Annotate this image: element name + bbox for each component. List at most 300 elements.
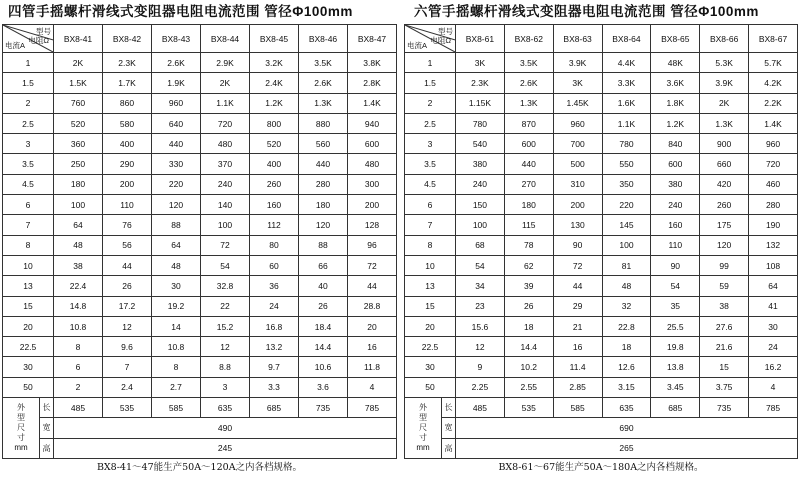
resistance-cell: 13.8 — [651, 357, 700, 377]
resistance-cell: 120 — [152, 195, 201, 215]
table-row — [405, 73, 798, 93]
resistance-cell: 640 — [152, 113, 201, 133]
dimension-row-length — [3, 398, 397, 418]
resistance-cell: 3.2K — [250, 53, 299, 73]
resistance-cell: 2.55 — [504, 377, 553, 397]
resistance-cell: 180 — [299, 195, 348, 215]
table-row — [3, 154, 397, 174]
resistance-cell: 72 — [201, 235, 250, 255]
resistance-cell: 15.2 — [201, 316, 250, 336]
length-cell: 485 — [54, 398, 103, 418]
resistance-cell: 24 — [749, 337, 798, 357]
model-header-cell: BX8-43 — [152, 25, 201, 53]
corner-current-label: 电流A — [407, 41, 428, 50]
resistance-cell: 100 — [602, 235, 651, 255]
dimension-row-length — [405, 398, 798, 418]
dimension-group-char: 尺 — [17, 422, 25, 432]
height-value: 245 — [54, 438, 397, 458]
length-cell: 785 — [348, 398, 397, 418]
resistance-cell: 2.7 — [152, 377, 201, 397]
resistance-cell: 520 — [54, 113, 103, 133]
table-row — [405, 316, 798, 336]
resistance-cell: 400 — [103, 134, 152, 154]
current-cell: 1.5 — [3, 73, 54, 93]
model-header-cell: BX8-47 — [348, 25, 397, 53]
resistance-cell: 900 — [700, 134, 749, 154]
resistance-cell: 120 — [700, 235, 749, 255]
resistance-cell: 3.45 — [651, 377, 700, 397]
resistance-cell: 3.75 — [700, 377, 749, 397]
resistance-cell: 870 — [504, 113, 553, 133]
resistance-cell: 3K — [456, 53, 505, 73]
current-cell: 1 — [3, 53, 54, 73]
resistance-cell: 8.8 — [201, 357, 250, 377]
current-cell: 3 — [3, 134, 54, 154]
resistance-cell: 72 — [348, 255, 397, 275]
current-cell: 1.5 — [405, 73, 456, 93]
resistance-cell: 180 — [54, 174, 103, 194]
table-row — [405, 337, 798, 357]
length-cell: 685 — [250, 398, 299, 418]
dimension-row-width — [405, 418, 798, 438]
resistance-cell: 370 — [201, 154, 250, 174]
model-header-cell: BX8-44 — [201, 25, 250, 53]
width-value: 490 — [54, 418, 397, 438]
resistance-cell: 110 — [651, 235, 700, 255]
model-header-cell: BX8-41 — [54, 25, 103, 53]
resistance-cell: 16.2 — [749, 357, 798, 377]
resistance-cell: 860 — [103, 93, 152, 113]
resistance-cell: 160 — [651, 215, 700, 235]
resistance-cell: 240 — [201, 174, 250, 194]
length-cell: 735 — [299, 398, 348, 418]
resistance-cell: 38 — [54, 255, 103, 275]
table-row — [3, 337, 397, 357]
resistance-cell: 16 — [348, 337, 397, 357]
table-row — [405, 154, 798, 174]
resistance-cell: 240 — [651, 195, 700, 215]
header-row — [405, 25, 798, 53]
resistance-cell: 440 — [152, 134, 201, 154]
resistance-cell: 28.8 — [348, 296, 397, 316]
model-header-cell: BX8-42 — [103, 25, 152, 53]
length-cell: 685 — [651, 398, 700, 418]
resistance-cell: 2 — [54, 377, 103, 397]
resistance-cell: 1.3K — [700, 113, 749, 133]
dimension-group-char: mm — [416, 442, 430, 452]
resistance-cell: 160 — [250, 195, 299, 215]
length-cell: 635 — [602, 398, 651, 418]
resistance-cell: 120 — [299, 215, 348, 235]
corner-model-label: 型号 — [438, 27, 453, 36]
resistance-cell: 280 — [749, 195, 798, 215]
resistance-cell: 21 — [553, 316, 602, 336]
resistance-cell: 200 — [103, 174, 152, 194]
dimension-group-char: 寸 — [17, 432, 25, 442]
current-cell: 20 — [405, 316, 456, 336]
resistance-cell: 19.2 — [152, 296, 201, 316]
corner-resistance-label: 电阻Ω — [430, 36, 451, 45]
resistance-cell: 1.3K — [504, 93, 553, 113]
current-cell: 6 — [405, 195, 456, 215]
resistance-cell: 145 — [602, 215, 651, 235]
resistance-cell: 175 — [700, 215, 749, 235]
current-cell: 8 — [405, 235, 456, 255]
resistance-cell: 310 — [553, 174, 602, 194]
resistance-cell: 62 — [504, 255, 553, 275]
current-cell: 8 — [3, 235, 54, 255]
resistance-cell: 940 — [348, 113, 397, 133]
resistance-cell: 560 — [299, 134, 348, 154]
resistance-cell: 19.8 — [651, 337, 700, 357]
corner-model-label: 型号 — [36, 27, 51, 36]
resistance-cell: 960 — [152, 93, 201, 113]
current-cell: 22.5 — [3, 337, 54, 357]
resistance-cell: 44 — [103, 255, 152, 275]
resistance-cell: 3.6 — [299, 377, 348, 397]
resistance-cell: 2K — [201, 73, 250, 93]
resistance-cell: 38 — [700, 296, 749, 316]
resistance-cell: 250 — [54, 154, 103, 174]
current-cell: 2.5 — [3, 113, 54, 133]
spec-table-body — [3, 25, 397, 459]
current-cell: 7 — [3, 215, 54, 235]
spec-table — [404, 24, 798, 459]
current-cell: 15 — [3, 296, 54, 316]
table-row — [3, 255, 397, 275]
resistance-cell: 16.8 — [250, 316, 299, 336]
header-corner-cell — [405, 25, 456, 53]
resistance-cell: 64 — [749, 276, 798, 296]
resistance-cell: 1.9K — [152, 73, 201, 93]
resistance-cell: 2.4 — [103, 377, 152, 397]
resistance-cell: 64 — [54, 215, 103, 235]
dimension-group-char: mm — [14, 442, 28, 452]
resistance-cell: 60 — [250, 255, 299, 275]
current-cell: 3.5 — [405, 154, 456, 174]
dimension-row-width — [3, 418, 397, 438]
current-cell: 4.5 — [405, 174, 456, 194]
resistance-cell: 550 — [602, 154, 651, 174]
header-row — [3, 25, 397, 53]
resistance-cell: 1.1K — [602, 113, 651, 133]
resistance-cell: 2K — [700, 93, 749, 113]
resistance-cell: 300 — [348, 174, 397, 194]
resistance-cell: 700 — [553, 134, 602, 154]
resistance-cell: 760 — [54, 93, 103, 113]
model-header-cell: BX8-64 — [602, 25, 651, 53]
table-row — [3, 377, 397, 397]
length-cell: 635 — [201, 398, 250, 418]
panel-title: 六管手摇螺杆滑线式变阻器电阻电流范围 管径Φ100mm — [414, 4, 759, 19]
dimension-group-label — [3, 398, 40, 459]
resistance-cell: 15.6 — [456, 316, 505, 336]
table-row — [3, 296, 397, 316]
resistance-cell: 600 — [348, 134, 397, 154]
current-cell: 20 — [3, 316, 54, 336]
resistance-cell: 36 — [250, 276, 299, 296]
resistance-cell: 2.6K — [504, 73, 553, 93]
resistance-cell: 130 — [553, 215, 602, 235]
resistance-cell: 1.15K — [456, 93, 505, 113]
resistance-cell: 960 — [749, 134, 798, 154]
resistance-cell: 220 — [602, 195, 651, 215]
resistance-cell: 180 — [504, 195, 553, 215]
current-cell: 22.5 — [405, 337, 456, 357]
panel-six-tube — [404, 0, 798, 477]
resistance-cell: 100 — [54, 195, 103, 215]
resistance-cell: 128 — [348, 215, 397, 235]
resistance-cell: 15 — [700, 357, 749, 377]
table-row — [3, 113, 397, 133]
resistance-cell: 21.6 — [700, 337, 749, 357]
resistance-cell: 1.4K — [348, 93, 397, 113]
resistance-cell: 2.6K — [299, 73, 348, 93]
current-cell: 50 — [405, 377, 456, 397]
resistance-cell: 150 — [456, 195, 505, 215]
current-cell: 1 — [405, 53, 456, 73]
resistance-cell: 48K — [651, 53, 700, 73]
resistance-cell: 12.6 — [602, 357, 651, 377]
table-row — [405, 235, 798, 255]
length-cell: 585 — [553, 398, 602, 418]
height-label: 高 — [442, 438, 456, 458]
resistance-cell: 350 — [602, 174, 651, 194]
current-cell: 30 — [3, 357, 54, 377]
current-cell: 13 — [3, 276, 54, 296]
resistance-cell: 4 — [348, 377, 397, 397]
resistance-cell: 26 — [299, 296, 348, 316]
height-label: 高 — [40, 438, 54, 458]
resistance-cell: 39 — [504, 276, 553, 296]
current-cell: 3 — [405, 134, 456, 154]
table-row — [405, 255, 798, 275]
resistance-cell: 1.7K — [103, 73, 152, 93]
resistance-cell: 1.6K — [602, 93, 651, 113]
resistance-cell: 18 — [602, 337, 651, 357]
resistance-cell: 9.6 — [103, 337, 152, 357]
resistance-cell: 18.4 — [299, 316, 348, 336]
resistance-cell: 56 — [103, 235, 152, 255]
resistance-cell: 10.2 — [504, 357, 553, 377]
resistance-cell: 5.3K — [700, 53, 749, 73]
table-row — [3, 195, 397, 215]
resistance-cell: 260 — [700, 195, 749, 215]
table-row — [3, 215, 397, 235]
corner-resistance-label: 电阻Ω — [28, 36, 49, 45]
dimension-group-char: 型 — [419, 412, 427, 422]
resistance-cell: 260 — [250, 174, 299, 194]
table-row — [405, 134, 798, 154]
dimension-group-char: 型 — [17, 412, 25, 422]
resistance-cell: 360 — [54, 134, 103, 154]
resistance-cell: 32 — [602, 296, 651, 316]
resistance-cell: 190 — [749, 215, 798, 235]
resistance-cell: 54 — [651, 276, 700, 296]
table-row — [405, 53, 798, 73]
resistance-cell: 200 — [553, 195, 602, 215]
resistance-cell: 600 — [504, 134, 553, 154]
resistance-cell: 4.2K — [749, 73, 798, 93]
panel-four-tube — [2, 0, 397, 477]
resistance-cell: 81 — [602, 255, 651, 275]
resistance-cell: 9 — [456, 357, 505, 377]
resistance-cell: 76 — [103, 215, 152, 235]
resistance-cell: 11.4 — [553, 357, 602, 377]
resistance-cell: 3.5K — [504, 53, 553, 73]
resistance-cell: 17.2 — [103, 296, 152, 316]
resistance-cell: 44 — [553, 276, 602, 296]
resistance-cell: 16 — [553, 337, 602, 357]
current-cell: 2.5 — [405, 113, 456, 133]
length-cell: 485 — [456, 398, 505, 418]
resistance-cell: 140 — [201, 195, 250, 215]
resistance-cell: 110 — [103, 195, 152, 215]
length-cell: 735 — [700, 398, 749, 418]
current-cell: 4.5 — [3, 174, 54, 194]
resistance-cell: 12 — [201, 337, 250, 357]
resistance-cell: 27.6 — [700, 316, 749, 336]
resistance-cell: 54 — [201, 255, 250, 275]
dimension-group-char: 寸 — [419, 432, 427, 442]
table-row — [405, 357, 798, 377]
resistance-cell: 26 — [103, 276, 152, 296]
resistance-cell: 100 — [201, 215, 250, 235]
resistance-cell: 10.8 — [152, 337, 201, 357]
resistance-cell: 72 — [553, 255, 602, 275]
resistance-cell: 8 — [54, 337, 103, 357]
resistance-cell: 64 — [152, 235, 201, 255]
model-header-cell: BX8-61 — [456, 25, 505, 53]
resistance-cell: 3.6K — [651, 73, 700, 93]
resistance-cell: 880 — [299, 113, 348, 133]
resistance-cell: 1.5K — [54, 73, 103, 93]
resistance-cell: 90 — [651, 255, 700, 275]
resistance-cell: 3.9K — [700, 73, 749, 93]
header-corner-cell — [3, 25, 54, 53]
resistance-cell: 1.3K — [299, 93, 348, 113]
model-header-cell: BX8-63 — [553, 25, 602, 53]
resistance-cell: 460 — [749, 174, 798, 194]
table-row — [405, 195, 798, 215]
table-row — [3, 174, 397, 194]
current-cell: 7 — [405, 215, 456, 235]
resistance-cell: 44 — [348, 276, 397, 296]
resistance-cell: 30 — [152, 276, 201, 296]
resistance-cell: 1.2K — [250, 93, 299, 113]
resistance-cell: 840 — [651, 134, 700, 154]
dimension-row-height — [405, 438, 798, 458]
resistance-cell: 23 — [456, 296, 505, 316]
resistance-cell: 41 — [749, 296, 798, 316]
resistance-cell: 20 — [348, 316, 397, 336]
resistance-cell: 220 — [152, 174, 201, 194]
resistance-cell: 4 — [749, 377, 798, 397]
resistance-cell: 1.2K — [651, 113, 700, 133]
resistance-cell: 115 — [504, 215, 553, 235]
table-row — [3, 134, 397, 154]
resistance-cell: 480 — [201, 134, 250, 154]
model-header-cell: BX8-45 — [250, 25, 299, 53]
resistance-cell: 88 — [152, 215, 201, 235]
current-cell: 2 — [3, 93, 54, 113]
table-row — [405, 174, 798, 194]
resistance-cell: 1.1K — [201, 93, 250, 113]
resistance-cell: 48 — [152, 255, 201, 275]
current-cell: 10 — [405, 255, 456, 275]
length-label: 长 — [40, 398, 54, 418]
panel-title: 四管手摇螺杆滑线式变阻器电阻电流范围 管径Φ100mm — [8, 4, 353, 19]
table-row — [405, 93, 798, 113]
resistance-cell: 270 — [504, 174, 553, 194]
current-cell: 30 — [405, 357, 456, 377]
resistance-cell: 280 — [299, 174, 348, 194]
resistance-cell: 32.8 — [201, 276, 250, 296]
resistance-cell: 2.3K — [456, 73, 505, 93]
resistance-cell: 2.3K — [103, 53, 152, 73]
resistance-cell: 35 — [651, 296, 700, 316]
resistance-cell: 10.6 — [299, 357, 348, 377]
model-header-cell: BX8-46 — [299, 25, 348, 53]
resistance-cell: 12 — [103, 316, 152, 336]
corner-current-label: 电流A — [5, 41, 26, 50]
resistance-cell: 2.6K — [152, 53, 201, 73]
resistance-cell: 40 — [299, 276, 348, 296]
dimension-row-height — [3, 438, 397, 458]
resistance-cell: 99 — [700, 255, 749, 275]
resistance-cell: 66 — [299, 255, 348, 275]
current-cell: 2 — [405, 93, 456, 113]
resistance-cell: 8 — [152, 357, 201, 377]
resistance-cell: 1.4K — [749, 113, 798, 133]
table-row — [405, 377, 798, 397]
length-cell: 785 — [749, 398, 798, 418]
resistance-cell: 25.5 — [651, 316, 700, 336]
width-label: 宽 — [40, 418, 54, 438]
resistance-cell: 240 — [456, 174, 505, 194]
current-cell: 50 — [3, 377, 54, 397]
table-row — [3, 276, 397, 296]
length-label: 长 — [442, 398, 456, 418]
resistance-cell: 54 — [456, 255, 505, 275]
capacity-note: BX8-61～67能生产50A～180A之内各档规格。 — [498, 461, 704, 473]
length-cell: 535 — [103, 398, 152, 418]
model-header-cell: BX8-62 — [504, 25, 553, 53]
resistance-cell: 440 — [504, 154, 553, 174]
resistance-cell: 22.8 — [602, 316, 651, 336]
length-cell: 535 — [504, 398, 553, 418]
table-row — [3, 357, 397, 377]
resistance-cell: 1.45K — [553, 93, 602, 113]
resistance-cell: 80 — [250, 235, 299, 255]
table-row — [405, 215, 798, 235]
dimension-group-char: 尺 — [419, 422, 427, 432]
resistance-cell: 14.8 — [54, 296, 103, 316]
resistance-cell: 48 — [602, 276, 651, 296]
resistance-cell: 3 — [201, 377, 250, 397]
resistance-cell: 96 — [348, 235, 397, 255]
resistance-cell: 112 — [250, 215, 299, 235]
resistance-cell: 2.9K — [201, 53, 250, 73]
resistance-cell: 13.2 — [250, 337, 299, 357]
current-cell: 15 — [405, 296, 456, 316]
table-row — [3, 53, 397, 73]
resistance-cell: 660 — [700, 154, 749, 174]
resistance-cell: 48 — [54, 235, 103, 255]
resistance-cell: 780 — [456, 113, 505, 133]
resistance-cell: 330 — [152, 154, 201, 174]
resistance-cell: 3.9K — [553, 53, 602, 73]
